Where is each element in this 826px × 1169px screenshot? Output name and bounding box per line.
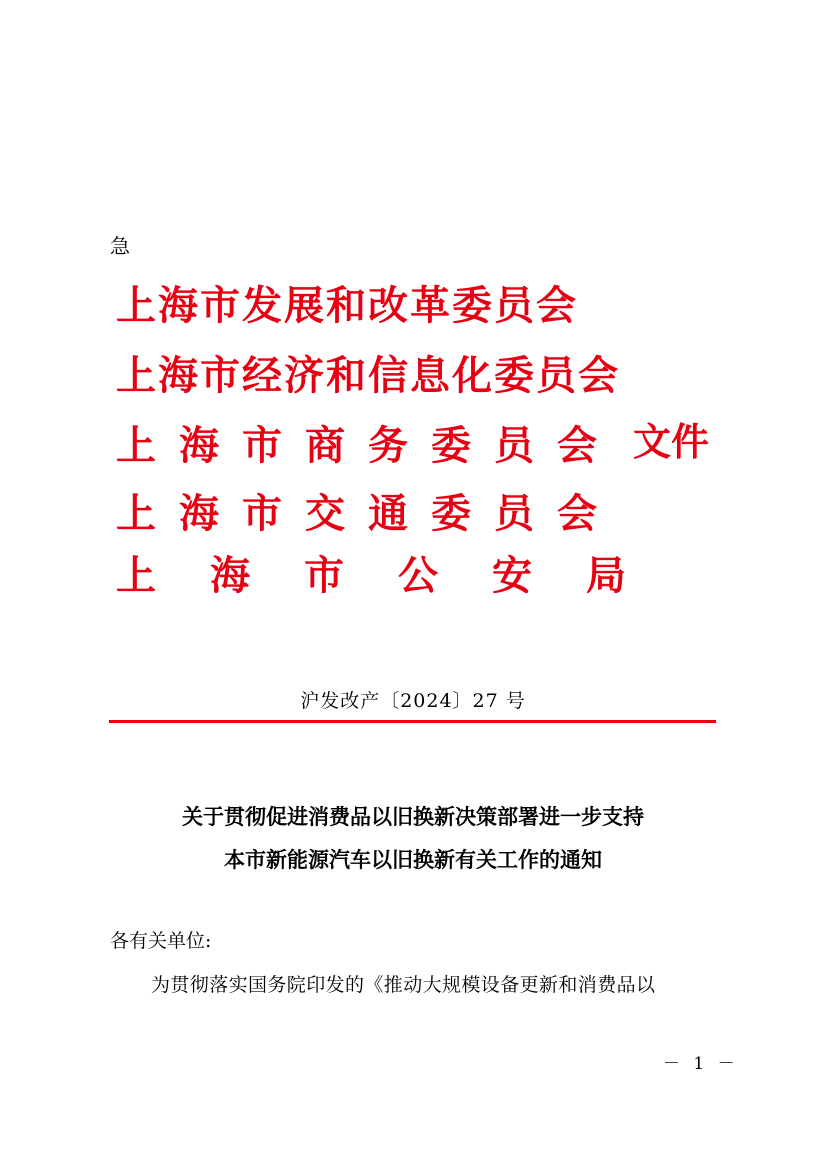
issuer-char: 上 xyxy=(116,281,156,329)
issuer-char: 市 xyxy=(200,351,240,399)
document-number: 沪发改产〔2024〕27 号 xyxy=(300,690,526,712)
issuer-char: 会 xyxy=(557,421,597,469)
issuer-char: 员 xyxy=(494,281,534,329)
issuer-char: 委 xyxy=(452,281,492,329)
issuer-char: 济 xyxy=(284,351,324,399)
issuer-economy-it xyxy=(116,344,620,400)
issuer-char: 员 xyxy=(494,421,534,469)
issuer-char: 和 xyxy=(326,351,366,399)
issuer-char: 员 xyxy=(536,351,576,399)
issuer-char: 海 xyxy=(210,551,250,599)
page-number: － 1 － xyxy=(663,1054,739,1074)
issuer-char: 委 xyxy=(431,489,471,537)
issuer-ndrc xyxy=(116,274,578,330)
issuer-char: 海 xyxy=(158,351,198,399)
issuer-char: 上 xyxy=(116,489,156,537)
issuer-char: 革 xyxy=(410,281,450,329)
issuer-char: 员 xyxy=(494,489,534,537)
issuer-char: 展 xyxy=(284,281,324,329)
issuer-char: 会 xyxy=(536,281,576,329)
red-separator-line xyxy=(109,720,716,723)
issuer-char: 海 xyxy=(158,281,198,329)
issuer-char: 市 xyxy=(242,489,282,537)
issuer-char: 会 xyxy=(557,489,597,537)
issuer-char: 局 xyxy=(586,551,626,599)
issuer-commerce xyxy=(116,414,620,470)
issuer-char: 委 xyxy=(431,421,471,469)
issuer-char: 和 xyxy=(326,281,366,329)
issuer-police xyxy=(116,544,680,600)
salutation: 各有关单位: xyxy=(110,930,212,952)
issuer-char: 发 xyxy=(242,281,282,329)
issuer-char: 上 xyxy=(116,421,156,469)
body-paragraph-line: 为贯彻落实国务院印发的《推动大规模设备更新和消费品以 xyxy=(151,974,656,996)
issuer-char: 经 xyxy=(242,351,282,399)
issuer-char: 息 xyxy=(410,351,450,399)
issuer-char: 务 xyxy=(368,421,408,469)
issuer-char: 安 xyxy=(492,551,532,599)
issuer-char: 商 xyxy=(305,421,345,469)
issuer-char: 海 xyxy=(179,421,219,469)
issuer-char: 化 xyxy=(452,351,492,399)
issuer-char: 会 xyxy=(578,351,618,399)
issuer-char: 信 xyxy=(368,351,408,399)
issuer-transport xyxy=(116,482,620,538)
issuer-char: 市 xyxy=(242,421,282,469)
issuer-char: 改 xyxy=(368,281,408,329)
issuer-char: 委 xyxy=(494,351,534,399)
issuer-char: 市 xyxy=(200,281,240,329)
issuer-char: 公 xyxy=(398,551,438,599)
issuer-char: 通 xyxy=(368,489,408,537)
issuer-char: 上 xyxy=(116,551,156,599)
title-line-2: 本市新能源汽车以旧换新有关工作的通知 xyxy=(224,847,602,872)
file-word: 文件 xyxy=(633,419,710,464)
issuer-char: 交 xyxy=(305,489,345,537)
issuer-char: 海 xyxy=(179,489,219,537)
urgency-marker: 急 xyxy=(110,234,130,258)
issuer-char: 上 xyxy=(116,351,156,399)
issuer-char: 市 xyxy=(304,551,344,599)
title-line-1: 关于贯彻促进消费品以旧换新决策部署进一步支持 xyxy=(182,804,644,829)
